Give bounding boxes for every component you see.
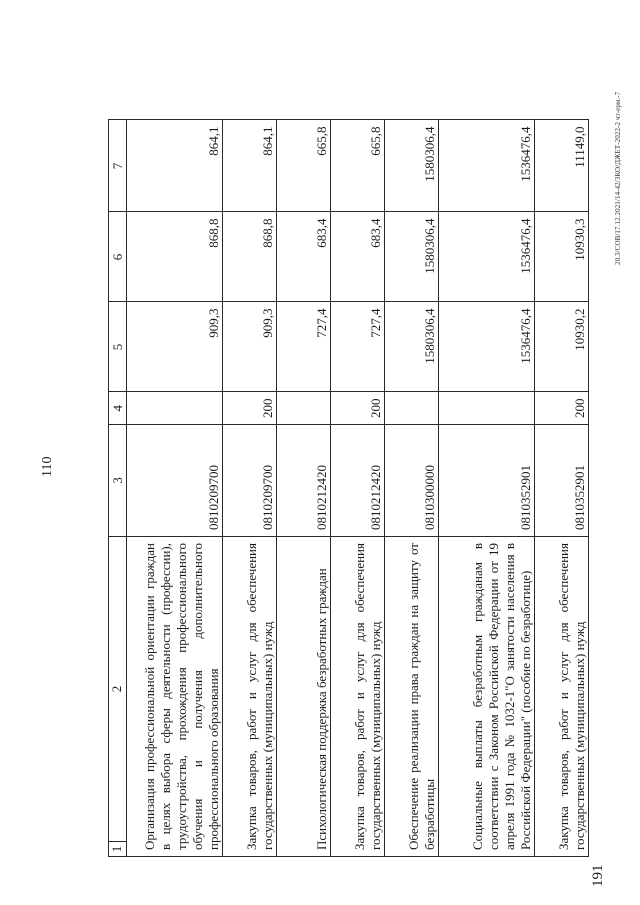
table-row: [385, 30, 439, 857]
row-value-6: 683,4: [277, 212, 331, 302]
table-row: [277, 30, 331, 857]
row-value-7: 1536476,4: [439, 120, 535, 212]
row-value-7: 864,1: [127, 120, 223, 212]
row-value-5: 10930,2: [535, 302, 589, 392]
row-code: 0810212420: [331, 425, 385, 537]
row-name: Закупка товаров, работ и услуг для обеспечения государственных (муниципальных) нужд: [331, 537, 385, 857]
row-code: 0810352901: [439, 425, 535, 537]
row-value-6: 1580306,4: [385, 212, 439, 302]
row-code: 0810300000: [385, 425, 439, 537]
table-row: [331, 30, 385, 857]
row-name: Социальные выплаты безработным гражданам в соответствии с Законом Российской Федерации от 19 апреля 1991 года № 1032-1"О занятости населения в Российской Федерации" (пособие по безработице): [439, 537, 535, 857]
row-name: Обеспечение реализации права граждан на защиту от безработицы: [385, 537, 439, 857]
row-code: 0810209700: [127, 425, 223, 537]
col-header-1: [109, 537, 127, 857]
row-value-7: 1580306,4: [385, 120, 439, 212]
row-kind: 200: [331, 392, 385, 425]
row-value-5: 909,3: [127, 302, 223, 392]
row-code: 0810209700: [223, 425, 277, 537]
row-value-7: 11149,0: [535, 120, 589, 212]
table-row: [223, 30, 277, 857]
table-row: [535, 30, 589, 857]
budget-table: [108, 30, 589, 858]
col-header-extra: [109, 30, 127, 120]
row-name: Психологическая поддержка безработных граждан: [277, 537, 331, 857]
row-kind: [439, 392, 535, 425]
col-header-5: 5: [109, 302, 127, 392]
row-kind: 200: [223, 392, 277, 425]
row-value-6: 10930,3: [535, 212, 589, 302]
row-value-6: 683,4: [331, 212, 385, 302]
row-value-6: 868,8: [223, 212, 277, 302]
row-value-6: 1536476,4: [439, 212, 535, 302]
row-value-5: 1536476,4: [439, 302, 535, 392]
col-header-4: 4: [109, 392, 127, 425]
row-name: Закупка товаров, работ и услуг для обеспечения государственных (муниципальных) нужд: [223, 537, 277, 857]
row-value-5: 909,3: [223, 302, 277, 392]
row-code: 0810352901: [535, 425, 589, 537]
row-value-7: 665,8: [277, 120, 331, 212]
col-header-7: 7: [109, 120, 127, 212]
row-value-6: 868,8: [127, 212, 223, 302]
row-name: Организация профессиональной ориентации граждан в целях выбора сферы деятельности (профессии), трудоустройства, прохождения профессионального обучения и получения дополнительного профессионального образования: [127, 537, 223, 857]
document-stamp: 20.3/СОВ/17.12.2021/14-42/ЗКО/ДЖЕТ-2022-2 чт-ерм.-7: [614, 91, 622, 265]
row-kind: [385, 392, 439, 425]
row-value-5: 1580306,4: [385, 302, 439, 392]
col-header-1-label: 1: [109, 841, 126, 856]
table-row: [439, 30, 535, 857]
table-row: [127, 30, 223, 857]
col-header-6: 6: [109, 212, 127, 302]
row-value-7: 864,1: [223, 120, 277, 212]
row-kind: 200: [535, 392, 589, 425]
page-number-bottom: 191: [590, 864, 606, 887]
row-kind: [127, 392, 223, 425]
row-name: Закупка товаров, работ и услуг для обеспечения государственных (муниципальных) нужд: [535, 537, 589, 857]
row-value-5: 727,4: [331, 302, 385, 392]
row-code: 0810212420: [277, 425, 331, 537]
table-header-row: [109, 30, 127, 857]
page-number-top: 110: [40, 456, 55, 477]
row-kind: [277, 392, 331, 425]
row-value-5: 727,4: [277, 302, 331, 392]
row-value-7: 665,8: [331, 120, 385, 212]
col-header-3: 3: [109, 425, 127, 537]
col-header-2-label: 2: [109, 685, 124, 693]
